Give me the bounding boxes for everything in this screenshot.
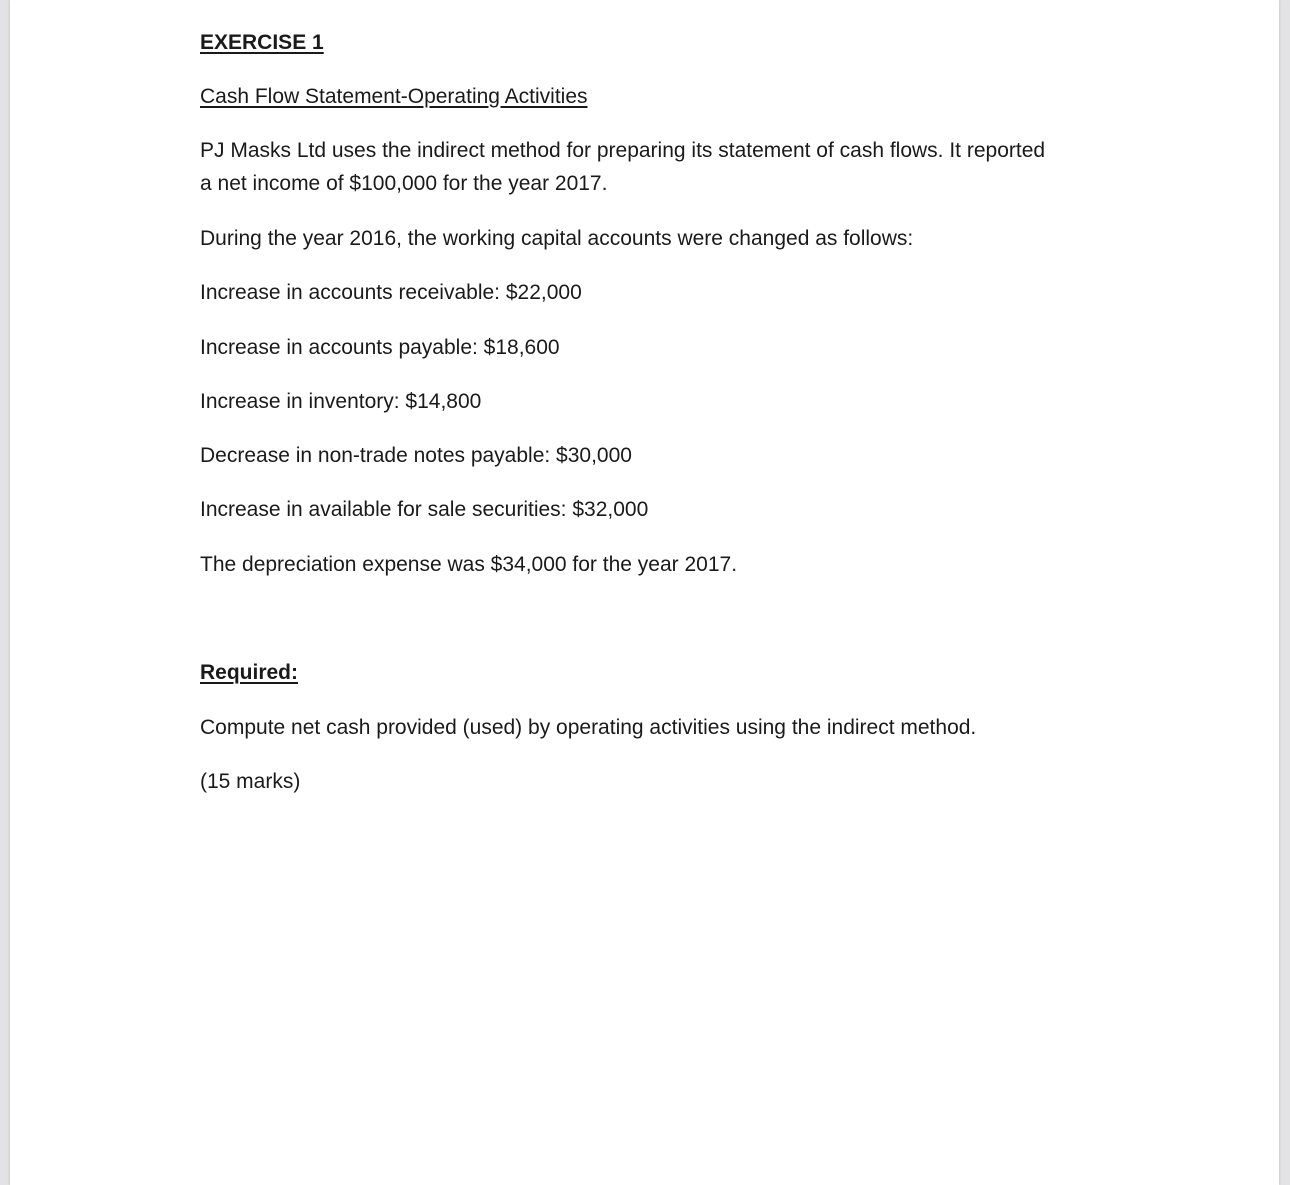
change-item-inventory: Increase in inventory: $14,800 xyxy=(200,390,482,413)
depreciation-note: The depreciation expense was $34,000 for the year 2017. xyxy=(200,553,738,576)
document-page xyxy=(10,0,1279,1185)
required-heading: Required: xyxy=(200,661,299,684)
marks-label: (15 marks) xyxy=(200,770,301,793)
intro-line-1: PJ Masks Ltd uses the indirect method for preparing its statement of cash flows. It reported xyxy=(200,139,1046,162)
exercise-title: EXERCISE 1 xyxy=(200,31,324,54)
changes-intro: During the year 2016, the working capital accounts were changed as follows: xyxy=(200,227,914,250)
change-item-accounts-payable: Increase in accounts payable: $18,600 xyxy=(200,336,560,359)
change-item-accounts-receivable: Increase in accounts receivable: $22,000 xyxy=(200,281,582,304)
section-subtitle: Cash Flow Statement-Operating Activities xyxy=(200,85,588,108)
intro-line-2: a net income of $100,000 for the year 2017. xyxy=(200,172,608,195)
change-item-notes-payable: Decrease in non-trade notes payable: $30,000 xyxy=(200,444,632,467)
required-task: Compute net cash provided (used) by operating activities using the indirect method. xyxy=(200,716,977,739)
change-item-afs-securities: Increase in available for sale securities: $32,000 xyxy=(200,498,649,521)
